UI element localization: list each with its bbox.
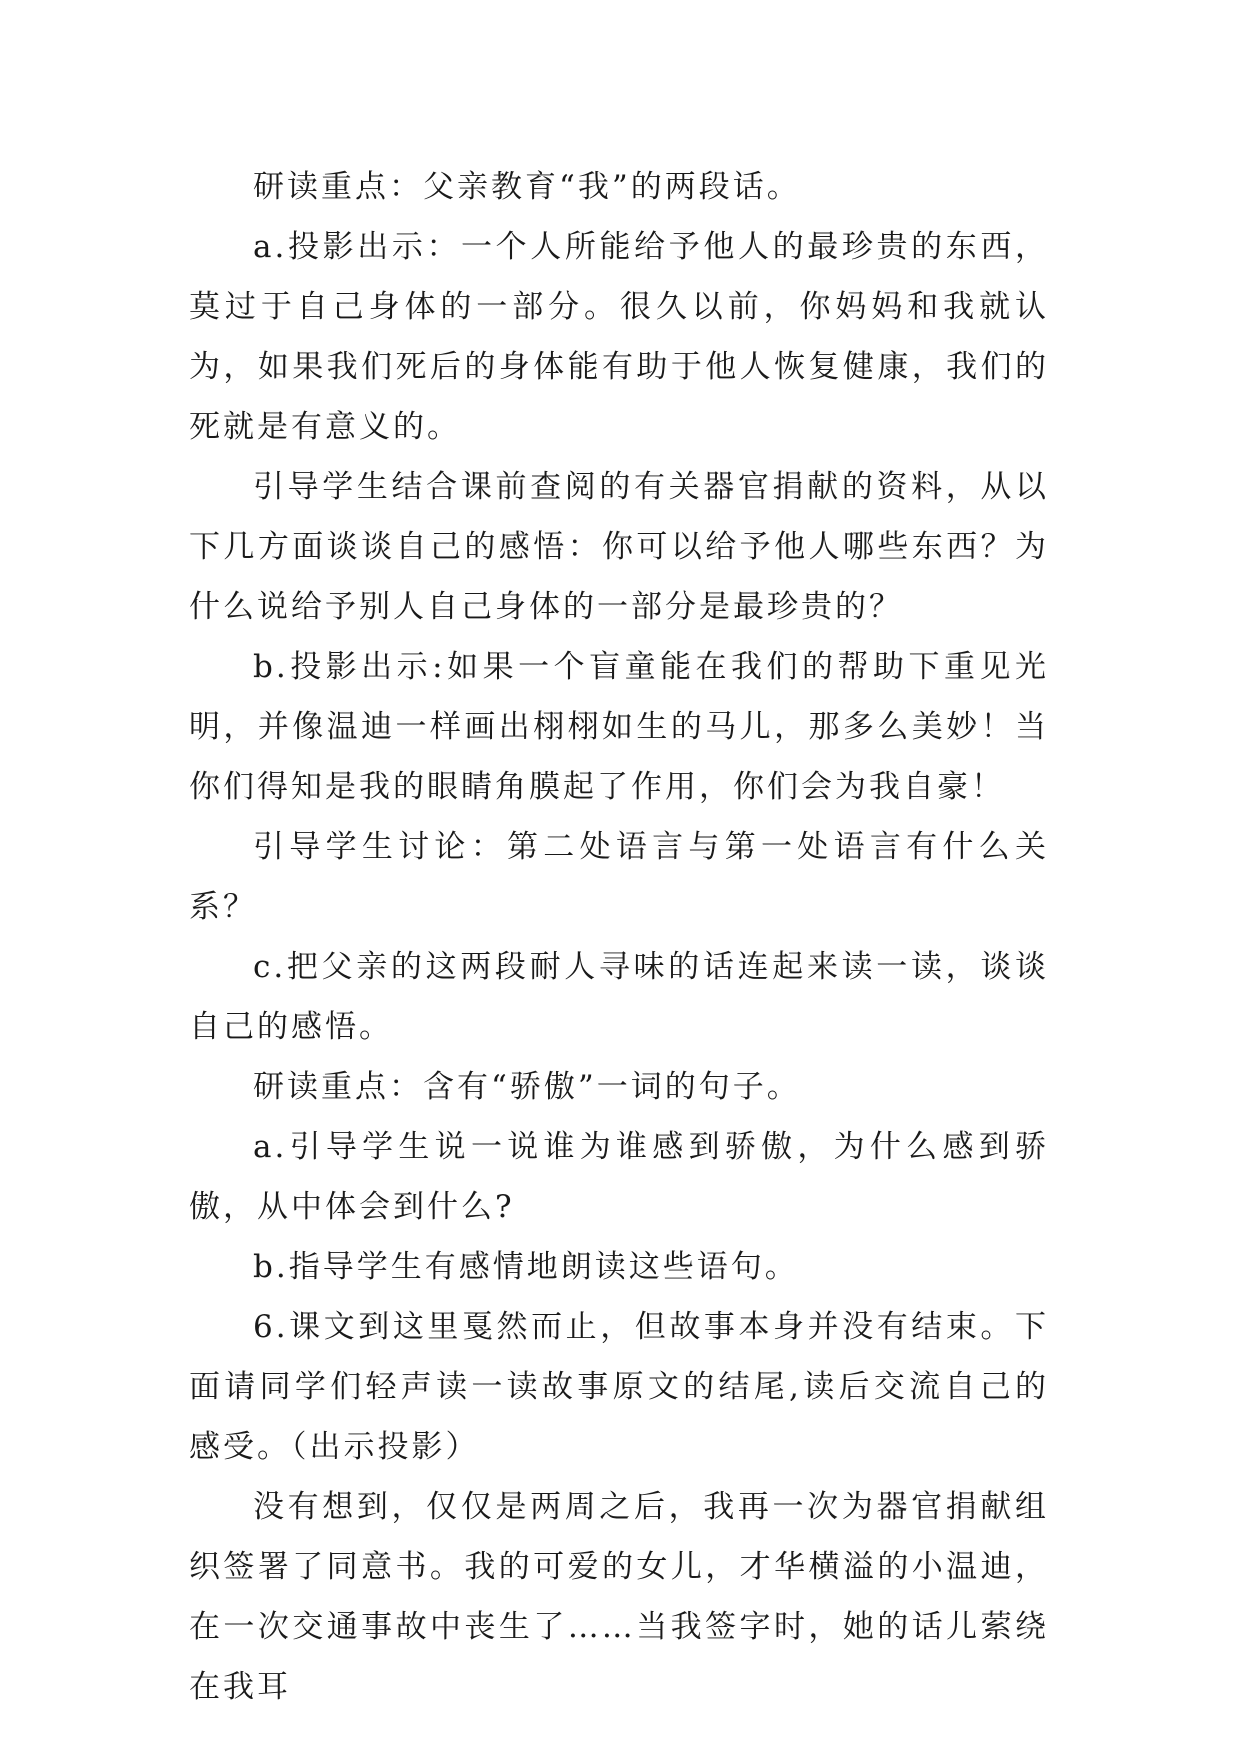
paragraph-guide-discussion-relation: 引导学生讨论：第二处语言与第一处语言有什么关系？ [189,829,1049,925]
paragraph-research-focus-father: 研读重点：父亲教育“我”的两段话。 [253,169,801,205]
paragraph-projection-a: a.投影出示：一个人所能给予他人的最珍贵的东西，莫过于自己身体的一部分。很久以前，你妈妈和我就认为，如果我们死后的身体能有助于他人恢复健康，我们的死就是有意义的。 [189,229,1049,445]
paragraph-step-6: 6.课文到这里戛然而止，但故事本身并没有结束。下面请同学们轻声读一读故事原文的结尾,读后交流自己的感受。（出示投影） [189,1309,1049,1465]
paragraph-story-ending: 没有想到，仅仅是两周之后，我再一次为器官捐献组织签署了同意书。我的可爱的女儿，才华横溢的小温迪，在一次交通事故中丧生了……当我签字时，她的话儿萦绕在我耳 [189,1489,1049,1705]
document-body [189,157,1049,1717]
paragraph-guide-discussion-organ: 引导学生结合课前查阅的有关器官捐献的资料，从以下几方面谈谈自己的感悟：你可以给予他人哪些东西？为什么说给予别人自己身体的一部分是最珍贵的？ [189,469,1049,625]
paragraph-projection-b: b.投影出示:如果一个盲童能在我们的帮助下重见光明，并像温迪一样画出栩栩如生的马儿，那多么美妙！当你们得知是我的眼睛角膜起了作用，你们会为我自豪！ [189,649,1049,805]
paragraph-pride-b: b.指导学生有感情地朗读这些语句。 [253,1249,799,1285]
paragraph-step-c: c.把父亲的这两段耐人寻味的话连起来读一读，谈谈自己的感悟。 [189,949,1049,1045]
paragraph-pride-a: a.引导学生说一说谁为谁感到骄傲，为什么感到骄傲，从中体会到什么? [189,1129,1049,1225]
paragraph-research-focus-pride: 研读重点：含有“骄傲”一词的句子。 [253,1069,801,1105]
